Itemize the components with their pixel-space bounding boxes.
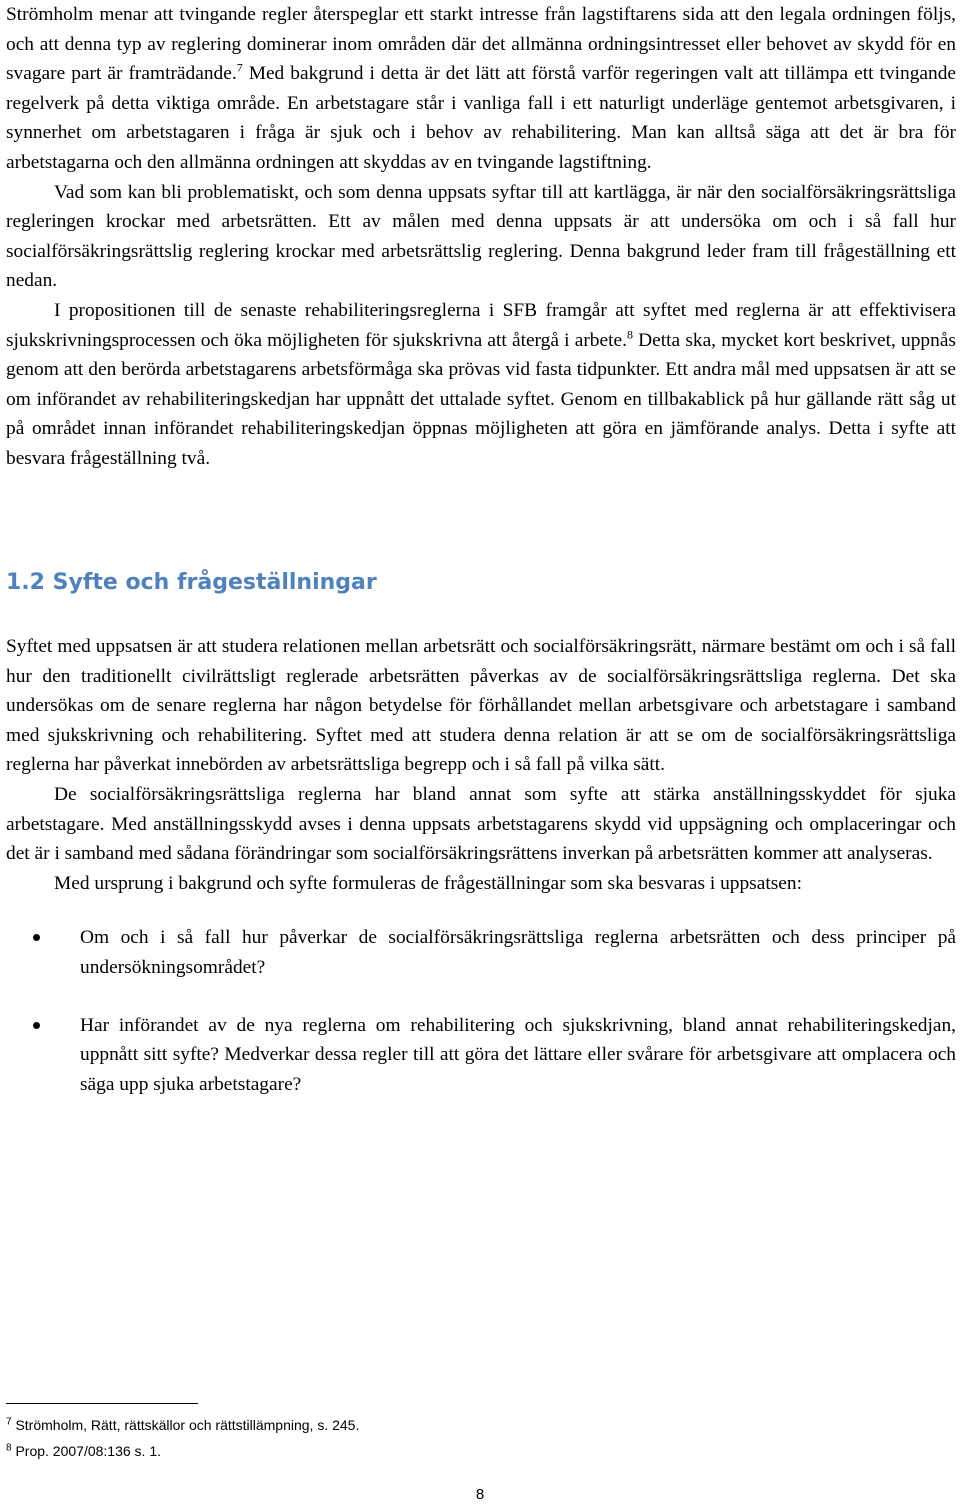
footnote-number: 7 — [6, 1416, 12, 1428]
footnote-ref-7[interactable]: 7 — [236, 60, 243, 75]
intro-section — [6, 0, 956, 474]
intro-paragraph-1-text-b: Med bakgrund i detta är det lätt att förstå varför regeringen valt att tillämpa ett tvingande regelverk på detta viktiga område. En arbetstagare står i vanliga fall i ett naturligt underläge gentemot arbetsgivaren, i synnerhet om arbetstagaren i fråga är sjuk och i behov av rehabilitering. Man kan alltså säga att det är bra för arbetstagarna och den allmänna ordningen att skyddas av en tvingande lagstiftning. — [6, 63, 956, 173]
footnote-8 — [6, 1438, 906, 1464]
section-heading-container — [6, 568, 956, 598]
footnote-text: Strömholm, Rätt, rättskällor och rättstillämpning, s. 245. — [15, 1417, 360, 1433]
section-paragraph-3: Med ursprung i bakgrund och syfte formuleras de frågeställningar som ska besvaras i uppsatsen: — [54, 872, 802, 894]
question-text: Har införandet av de nya reglerna om rehabilitering och sjukskrivning, bland annat rehabiliteringskedjan, uppnått sitt syfte? Medverkar dessa regler till att göra det lättare eller svårare för arbetsgivare att omplacera och säga upp sjuka arbetstagare? — [80, 1014, 956, 1095]
page-number: 8 — [475, 1486, 485, 1503]
footnotes — [6, 1412, 906, 1464]
question-text: Om och i så fall hur påverkar de socialförsäkringsrättsliga reglerna arbetsrätten och dess principer på undersökningsområdet? — [80, 927, 956, 978]
bullet-icon — [33, 1022, 40, 1029]
bullet-icon — [33, 934, 40, 941]
footnote-ref-8[interactable]: 8 — [626, 327, 633, 342]
footnote-separator — [6, 1403, 198, 1404]
footnote-7 — [6, 1412, 906, 1438]
footnote-text: Prop. 2007/08:136 s. 1. — [15, 1443, 162, 1459]
section-heading: 1.2 Syfte och frågeställningar — [6, 570, 377, 595]
intro-paragraph-1-text-a: Strömholm menar att tvingande regler återspeglar ett starkt intresse från lagstiftarens sida att den legala ordningen följs, och att denna typ av reglering dominerar inom områden där det allmänna ordningsintresset eller behovet av skydd för en svagare part är framträdande. — [6, 4, 956, 85]
intro-paragraph-3 — [6, 296, 956, 474]
question-item — [6, 923, 956, 982]
intro-paragraph-3-text-a: I propositionen till de senaste rehabiliteringsreglerna i SFB framgår att syftet med reglerna är att effektivisera sjukskrivningsprocessen och öka möjligheten för sjukskrivna att återgå i arbete. — [6, 299, 956, 351]
intro-paragraph-1 — [6, 0, 956, 178]
questions-list — [6, 923, 956, 1099]
footnote-number: 8 — [6, 1442, 12, 1454]
section-paragraph-2: De socialförsäkringsrättsliga reglerna har bland annat som syfte att stärka anställningsskyddet för sjuka arbetstagare. Med anställningsskydd avses i denna uppsats arbetstagarens skydd vid uppsägning och omplaceringar och det är i samband med sådana förändringar som socialförsäkringsrättens inverkan på arbetsrätten kommer att analyseras. — [6, 783, 956, 865]
section-paragraph-1: Syftet med uppsatsen är att studera relationen mellan arbetsrätt och socialförsäkringsrätt, närmare bestämt om och i så fall hur den traditionellt civilrättsligt reglerade arbetsrätten påverkas av de socialförsäkringsrättsliga reglerna. Det ska undersökas om de senare reglerna har någon betydelse för förhållandet mellan arbetsgivare och arbetstagare i samband med sjukskrivning och rehabilitering. Syftet med att studera denna relation är att se om de socialförsäkringsrättsliga reglerna har påverkat innebörden av arbetsrättsliga begrepp och i så fall på vilka sätt. — [6, 636, 956, 776]
question-item — [6, 1011, 956, 1100]
intro-paragraph-3-text-b: Detta ska, mycket kort beskrivet, uppnås genom att den berörda arbetstagarens arbetsförmåga ska prövas vid fasta tidpunkter. Ett andra mål med uppsatsen är att se om införandet av rehabiliteringskedjan har uppnått det uttalade syftet. Genom en tillbakablick på hur gällande rätt såg ut på området innan införandet rehabiliteringskedjan öppnas möjligheten att göra en jämförande analys. Detta i syfte att besvara frågeställning två. — [6, 329, 956, 469]
intro-paragraph-2: Vad som kan bli problematiskt, och som denna uppsats syftar till att kartlägga, är när den socialförsäkringsrättsliga regleringen krockar med arbetsrätten. Ett av målen med denna uppsats är att undersöka om och i så fall hur socialförsäkringsrättslig reglering krockar med arbetsrättslig reglering. Denna bakgrund leder fram till frågeställning ett nedan. — [6, 181, 956, 292]
section-body — [6, 632, 956, 1099]
